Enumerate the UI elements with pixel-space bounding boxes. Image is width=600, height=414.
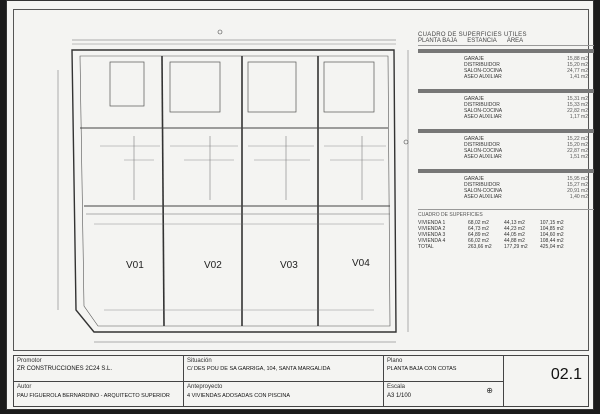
surfaces-panel [418, 32, 594, 358]
drawing-frame [13, 9, 589, 351]
situacion-value: C/ DES POU DE SA GARRIGA, 104, SANTA MARGALIDA [187, 366, 331, 372]
floor-plan [14, 10, 414, 352]
escala-label: Escala [387, 384, 406, 390]
situacion-label: Situación [187, 358, 212, 364]
summary-row: VIVIENDA 1 68,02 m2 44,13 m2 107,15 m2 [418, 220, 564, 226]
col-area-label: ÁREA [506, 38, 524, 44]
section-marker-icon [218, 30, 222, 34]
unit-band [418, 129, 594, 133]
summary-row: VIVIENDA 4 66,02 m2 44,88 m2 108,44 m2 [418, 238, 564, 244]
summary-row: VIVIENDA 3 64,89 m2 44,05 m2 104,60 m2 [418, 232, 564, 238]
room [110, 62, 144, 106]
unit-label: V02 [204, 260, 222, 271]
sheet-number: 02.1 [550, 366, 582, 383]
surface-row: DISTRIBUIDOR 15,20 m2 [464, 62, 588, 68]
promotor-label: Promotor [17, 358, 42, 364]
surface-row: ASEO AUXILIAR 1,40 m2 [464, 194, 588, 200]
room [324, 62, 374, 112]
summary-row-total: TOTAL 263,66 m2 177,29 m2 425,04 m2 [418, 244, 564, 250]
party-wall [162, 56, 164, 326]
room [248, 62, 296, 112]
surface-block [418, 129, 594, 160]
unit-band [418, 49, 594, 53]
surface-row: ASEO AUXILIAR 1,51 m2 [464, 154, 588, 160]
section-marker-icon [404, 140, 408, 144]
anteproyecto-label: Anteproyecto [187, 384, 223, 390]
unit-band [418, 89, 594, 93]
surfaces-title: CUADRO DE SUPERFICIES UTILES [418, 32, 527, 38]
promotor-cell [14, 356, 184, 406]
north-arrow-icon: ⊕ [486, 386, 493, 395]
surface-block [418, 89, 594, 120]
col-room-label: ESTANCIA [467, 38, 497, 44]
summary-table [418, 209, 594, 250]
drawing-sheet [6, 0, 594, 410]
summary-title: CUADRO DE SUPERFICIES [418, 212, 483, 218]
plano-cell [384, 356, 504, 406]
autor-value: PAU FIGUEROLA BERNARDINO - ARQUITECTO SUPERIOR [17, 393, 170, 399]
surface-row: DISTRIBUIDOR 15,33 m2 [464, 102, 588, 108]
surface-row: GARAJE 15,31 m2 [464, 96, 588, 102]
surface-row: GARAJE 15,22 m2 [464, 136, 588, 142]
anteproyecto-value: 4 VIVIENDAS ADOSADAS CON PISCINA [187, 393, 291, 399]
situacion-cell [184, 356, 384, 406]
unit-label: V04 [352, 258, 370, 269]
surface-row: DISTRIBUIDOR 15,20 m2 [464, 142, 588, 148]
surface-row: SALON-COCINA 22,87 m2 [464, 148, 588, 154]
autor-label: Autor [17, 384, 32, 390]
floor-label: PLANTA BAJA [418, 38, 458, 44]
promotor-value: ZR CONSTRUCCIONES 2C24 S.L. [17, 366, 113, 372]
surface-block [418, 169, 594, 200]
sheet-number-cell [504, 356, 590, 406]
building-outline [72, 50, 396, 332]
surface-row: SALON-COCINA 24,77 m2 [464, 68, 588, 74]
surface-row: SALON-COCINA 20,91 m2 [464, 188, 588, 194]
title-block [13, 355, 589, 407]
unit-label: V03 [280, 260, 298, 271]
plano-value: PLANTA BAJA CON COTAS [387, 366, 457, 372]
surface-row: ASEO AUXILIAR 1,17 m2 [464, 114, 588, 120]
surfaces-header [418, 38, 594, 46]
unit-band [418, 169, 594, 173]
surface-row: GARAJE 15,88 m2 [464, 56, 588, 62]
unit-label: V01 [126, 260, 144, 271]
surface-row: ASEO AUXILIAR 1,41 m2 [464, 74, 588, 80]
summary-row: VIVIENDA 2 64,73 m2 44,23 m2 104,85 m2 [418, 226, 564, 232]
surface-block [418, 49, 594, 80]
surface-row: DISTRIBUIDOR 15,27 m2 [464, 182, 588, 188]
escala-value: A3 1/100 [387, 393, 412, 399]
plano-label: Plano [387, 358, 403, 364]
surface-row: SALON-COCINA 22,82 m2 [464, 108, 588, 114]
room [170, 62, 220, 112]
surface-row: GARAJE 15,95 m2 [464, 176, 588, 182]
